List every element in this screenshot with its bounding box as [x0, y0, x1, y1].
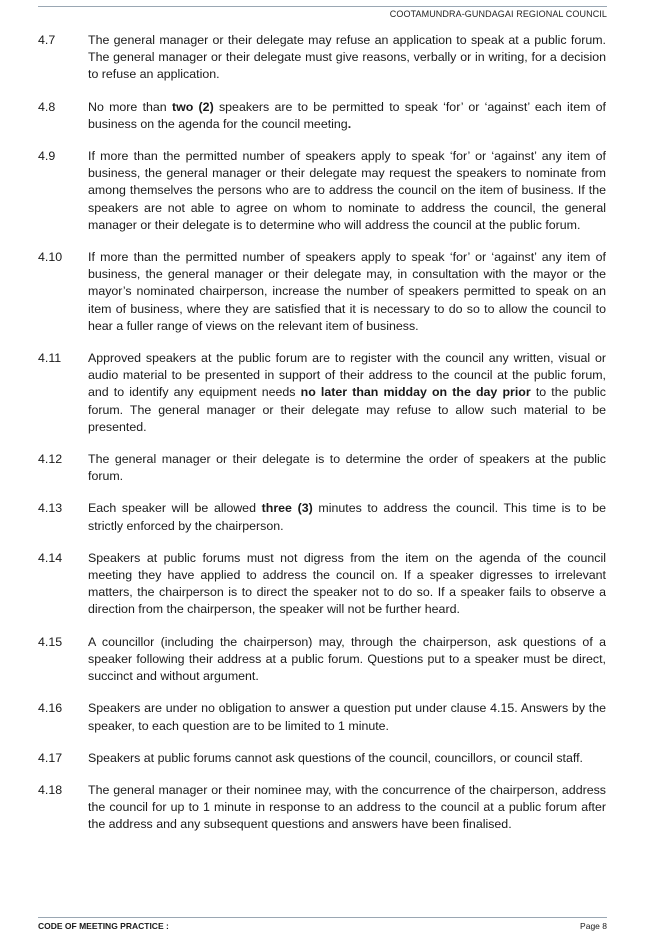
- clause-4-9: [38, 148, 606, 234]
- clause-number: 4.8: [38, 99, 56, 114]
- clause-text: No more than two (2) speakers are to be permitted to speak ‘for’ or ‘against’ each item of business on the agenda for the council meeting.: [88, 99, 606, 131]
- clause-number: 4.17: [38, 750, 63, 765]
- clause-text: Speakers at public forums cannot ask questions of the council, councillors, or council staff.: [88, 750, 583, 765]
- clause-text: The general manager or their nominee may, with the concurrence of the chairperson, address the council for up to 1 minute in response to an address to the council at a public forum after the address and any subsequent questions and answers have been finalised.: [88, 782, 606, 832]
- clause-4-14: [38, 550, 606, 619]
- clause-4-7: [38, 32, 606, 84]
- clause-number: 4.11: [38, 351, 62, 366]
- clause-number: 4.16: [38, 701, 63, 716]
- footer-document-title: CODE OF MEETING PRACTICE :: [38, 921, 169, 931]
- clause-4-13: [38, 500, 606, 534]
- clause-4-15: [38, 634, 606, 686]
- header-organization: COOTAMUNDRA-GUNDAGAI REGIONAL COUNCIL: [389, 9, 607, 19]
- clause-text: The general manager or their delegate is to determine the order of speakers at the public forum.: [88, 452, 606, 484]
- clause-number: 4.13: [38, 501, 63, 516]
- clause-list: [38, 32, 606, 849]
- clause-4-8: [38, 99, 606, 133]
- clause-number: 4.10: [38, 250, 63, 265]
- clause-4-11: [38, 350, 606, 436]
- clause-number: 4.14: [38, 550, 63, 565]
- clause-text: The general manager or their delegate may refuse an application to speak at a public forum. The general manager or their delegate must give reasons, verbally or in writing, for a decision to refuse an application.: [88, 33, 606, 82]
- clause-4-12: [38, 451, 606, 485]
- page-number: Page 8: [580, 921, 607, 931]
- footer-rule: [38, 917, 607, 918]
- clause-number: 4.18: [38, 782, 63, 797]
- clause-text: Approved speakers at the public forum are to register with the council any written, visual or audio material to be presented in support of their address to the council at the public forum, and to identify any equipment needs no later than midday on the day prior to the public forum. The general manager or their delegate may refuse to allow such material to be presented.: [88, 351, 607, 434]
- clause-text: If more than the permitted number of speakers apply to speak ‘for’ or ‘against’ any item of business, the general manager or their delegate may, in consultation with the mayor or the mayor’s nominated chairperson, increase the number of speakers permitted to speak on an item of business, where they are satisfied that it is necessary to do so to allow the council to hear a fuller range of views on the relevant item of business.: [88, 250, 606, 333]
- clause-text: A councillor (including the chairperson) may, through the chairperson, ask questions of a speaker following their address at a public forum. Questions put to a speaker must be direct, succinct and without argument.: [88, 634, 606, 684]
- clause-text: Speakers at public forums must not digress from the item on the agenda of the council meeting they have applied to address the council on. If a speaker digresses to irrelevant matters, the chairperson is to direct the speaker not to do so. If a speaker fails to observe a direction from the chairperson, the speaker will not be further heard.: [88, 550, 606, 617]
- clause-4-10: [38, 249, 606, 335]
- clause-text: If more than the permitted number of speakers apply to speak ‘for’ or ‘against’ any item of business, the general manager or their delegate may request the speakers to nominate from among themselves the persons who are to address the council on the item of business. If the speakers are not able to agree on whom to nominate to address the council, the general manager or their delegate is to determine who will address the council at the public forum.: [88, 149, 606, 232]
- header-rule: [38, 6, 607, 7]
- clause-text: Each speaker will be allowed three (3) minutes to address the council. This time is to be strictly enforced by the chairperson.: [88, 501, 607, 533]
- clause-number: 4.9: [38, 149, 56, 164]
- clause-4-18: [38, 782, 606, 834]
- clause-text: Speakers are under no obligation to answer a question put under clause 4.15. Answers by the speaker, to each question are to be limited to 1 minute.: [88, 701, 606, 733]
- clause-4-16: [38, 700, 606, 734]
- clause-number: 4.7: [38, 33, 56, 47]
- clause-number: 4.15: [38, 634, 63, 649]
- clause-number: 4.12: [38, 452, 63, 467]
- clause-4-17: [38, 750, 606, 767]
